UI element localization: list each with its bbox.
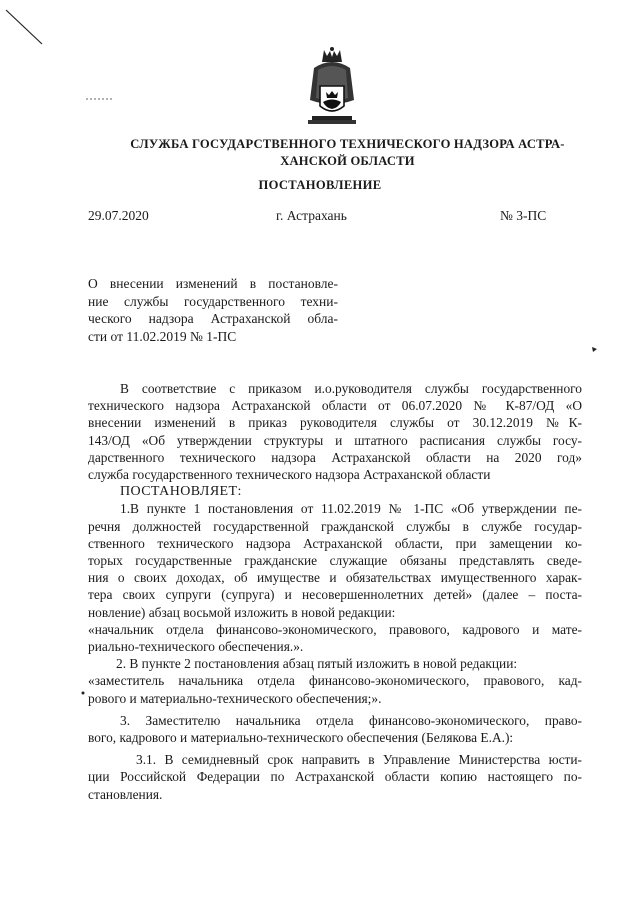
document-date: 29.07.2020: [88, 208, 149, 223]
paragraph-3-1: [88, 751, 582, 803]
scan-mark-diagonal: [0, 0, 60, 50]
text-line: торых государственные гражданские служащие обязаны представлять сведе-: [88, 553, 582, 569]
text-line: ции Российской Федерации по Астраханской области копию настоящего по-: [88, 769, 582, 785]
scan-mark-dots: [86, 96, 116, 102]
document-number: № 3-ПС: [500, 208, 547, 223]
text-line: ния о своих доходах, об имуществе и обязательствах имущественного харак-: [88, 570, 582, 586]
text-line: становления.: [88, 786, 163, 802]
text-line: рового и материально-технического обеспечения;».: [88, 690, 382, 706]
paragraph-3: [88, 712, 582, 746]
subject-line: ческого надзора Астраханской обла-: [88, 311, 338, 327]
text-line: 143/ОД «Об утверждении структуры и штатного расписания службы госу-: [88, 432, 582, 448]
document-body: [88, 380, 582, 803]
organization-name-line1: СЛУЖБА ГОСУДАРСТВЕННОГО ТЕХНИЧЕСКОГО НАДЗОРА АСТРА-: [130, 137, 565, 151]
text-line: речня должностей государственной гражданской службы в службе государ-: [88, 518, 582, 534]
document-subject: [88, 275, 338, 345]
text-line: В соответствие с приказом и.о.руководителя службы государственного: [120, 381, 582, 396]
resolves-heading: ПОСТАНОВЛЯЕТ:: [120, 484, 242, 500]
text-line: дарственного технического надзора Астраханской области на 2020 год»: [88, 449, 582, 465]
text-line: 1.В пункте 1 постановления от 11.02.2019 № 1-ПС «Об утверждении пе-: [120, 501, 582, 517]
text-line: ственного технического надзора Астраханской области, при замещении ко-: [88, 535, 582, 551]
scan-mark-speck: [590, 344, 600, 354]
text-line: «заместитель начальника отдела финансово-экономического, правового, кад-: [88, 673, 582, 689]
text-line: новление) абзац восьмой изложить в новой редакции:: [88, 604, 396, 620]
paragraph-2: [88, 655, 582, 707]
document-city: г. Астрахань: [276, 208, 347, 223]
text-line: 3.1. В семидневный срок направить в Управление Министерства юсти-: [136, 752, 582, 768]
text-line: «начальник отдела финансово-экономического, правового, кадрового и мате-: [88, 621, 582, 637]
document-type: ПОСТАНОВЛЕНИЕ: [258, 178, 382, 192]
text-line: внесении изменений в приказ руководителя службы от 30.12.2019 №К-: [88, 415, 582, 431]
organization-name-line2: ХАНСКОЙ ОБЛАСТИ: [280, 154, 415, 168]
scan-mark-bullet: [80, 690, 86, 696]
subject-line: сти от 11.02.2019 № 1-ПС: [88, 328, 237, 344]
paragraph-1: [88, 500, 582, 655]
text-line: 3. Заместителю начальника отдела финансово-экономического, право-: [120, 712, 582, 728]
text-line: тера своих супруги (супруга) и несовершеннолетних детей» (далее – поста-: [88, 587, 582, 603]
text-line: риально-технического обеспечения.».: [88, 639, 304, 655]
text-line: 2. В пункте 2 постановления абзац пятый изложить в новой редакции:: [116, 656, 518, 672]
organization-name: [120, 136, 575, 170]
intro-paragraph: [88, 380, 582, 483]
coat-of-arms-icon: [304, 46, 360, 126]
subject-line: ние службы государственного техни-: [88, 293, 338, 309]
text-line: служба государственного технического надзора Астраханской области: [88, 467, 491, 483]
subject-line: О внесении изменений в постановле-: [88, 276, 338, 291]
text-line: технического надзора Астраханской области от 06.07.2020 № К-87/ОД «О: [88, 398, 582, 414]
text-line: вого, кадрового и материально-технического обеспечения (Белякова Е.А.):: [88, 730, 514, 746]
